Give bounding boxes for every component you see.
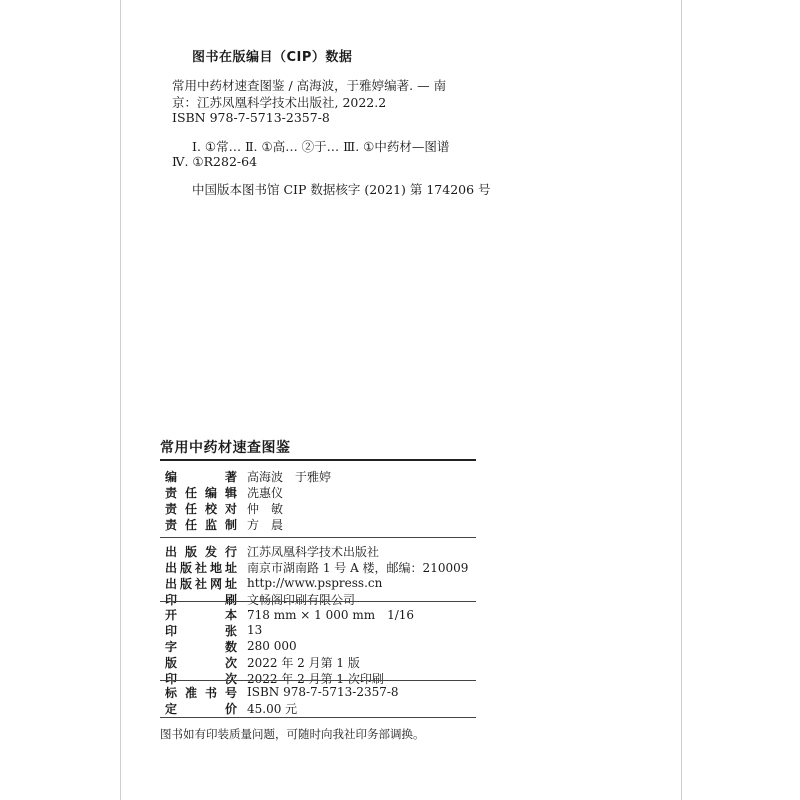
info-row-publisher: 出版发行 江苏凤凰科学技术出版社 (165, 544, 380, 559)
info-row-supervisor: 责任监制 方 晨 (165, 517, 284, 532)
cip-line: Ⅰ. ①常… Ⅱ. ①高… ②于… Ⅲ. ①中药材—图谱 (192, 139, 450, 154)
info-row-isbn: 标准书号 ISBN 978-7-5713-2357-8 (165, 685, 399, 700)
section-rule (160, 537, 476, 538)
cip-heading: 图书在版编目（CIP）数据 (192, 50, 353, 65)
section-rule (160, 680, 476, 681)
cip-line: Ⅳ. ①R282-64 (172, 154, 258, 169)
info-row-edition: 版次 2022 年 2 月第 1 版 (165, 655, 360, 670)
info-row-editor: 责任编辑 冼惠仪 (165, 485, 284, 500)
info-row-wordcount: 字数 280 000 (165, 639, 297, 654)
info-row-printer: 印刷 文畅阁印刷有限公司 (165, 592, 356, 607)
info-row-website: 出版社网址 http://www.pspress.cn (165, 576, 383, 591)
title-rule (160, 459, 476, 461)
info-row-format: 开本 718 mm × 1 000 mm 1/16 (165, 607, 415, 622)
cip-line: 京：江苏凤凰科学技术出版社, 2022.2 (172, 95, 387, 110)
section-rule (160, 601, 476, 602)
info-row-author: 编著 高海波 于雅婷 (165, 469, 332, 484)
book-title: 常用中药材速查图鉴 (160, 440, 291, 456)
info-row-proofreader: 责任校对 仲 敏 (165, 501, 284, 516)
info-row-price: 定价 45.00 元 (165, 701, 298, 716)
info-row-address: 出版社地址 南京市湖南路 1 号 A 楼，邮编：210009 (165, 560, 469, 575)
info-row-printing: 印次 2022 年 2 月第 1 次印刷 (165, 671, 384, 686)
section-rule (160, 717, 476, 718)
info-row-sheets: 印张 13 (165, 623, 263, 638)
cip-line: ISBN 978-7-5713-2357-8 (172, 110, 330, 125)
cip-line: 中国版本图书馆 CIP 数据核字 (2021) 第 174206 号 (192, 182, 491, 197)
footnote: 图书如有印装质量问题，可随时向我社印务部调换。 (160, 727, 425, 741)
cip-line: 常用中药材速查图鉴 / 高海波，于雅婷编著. — 南 (172, 78, 447, 93)
